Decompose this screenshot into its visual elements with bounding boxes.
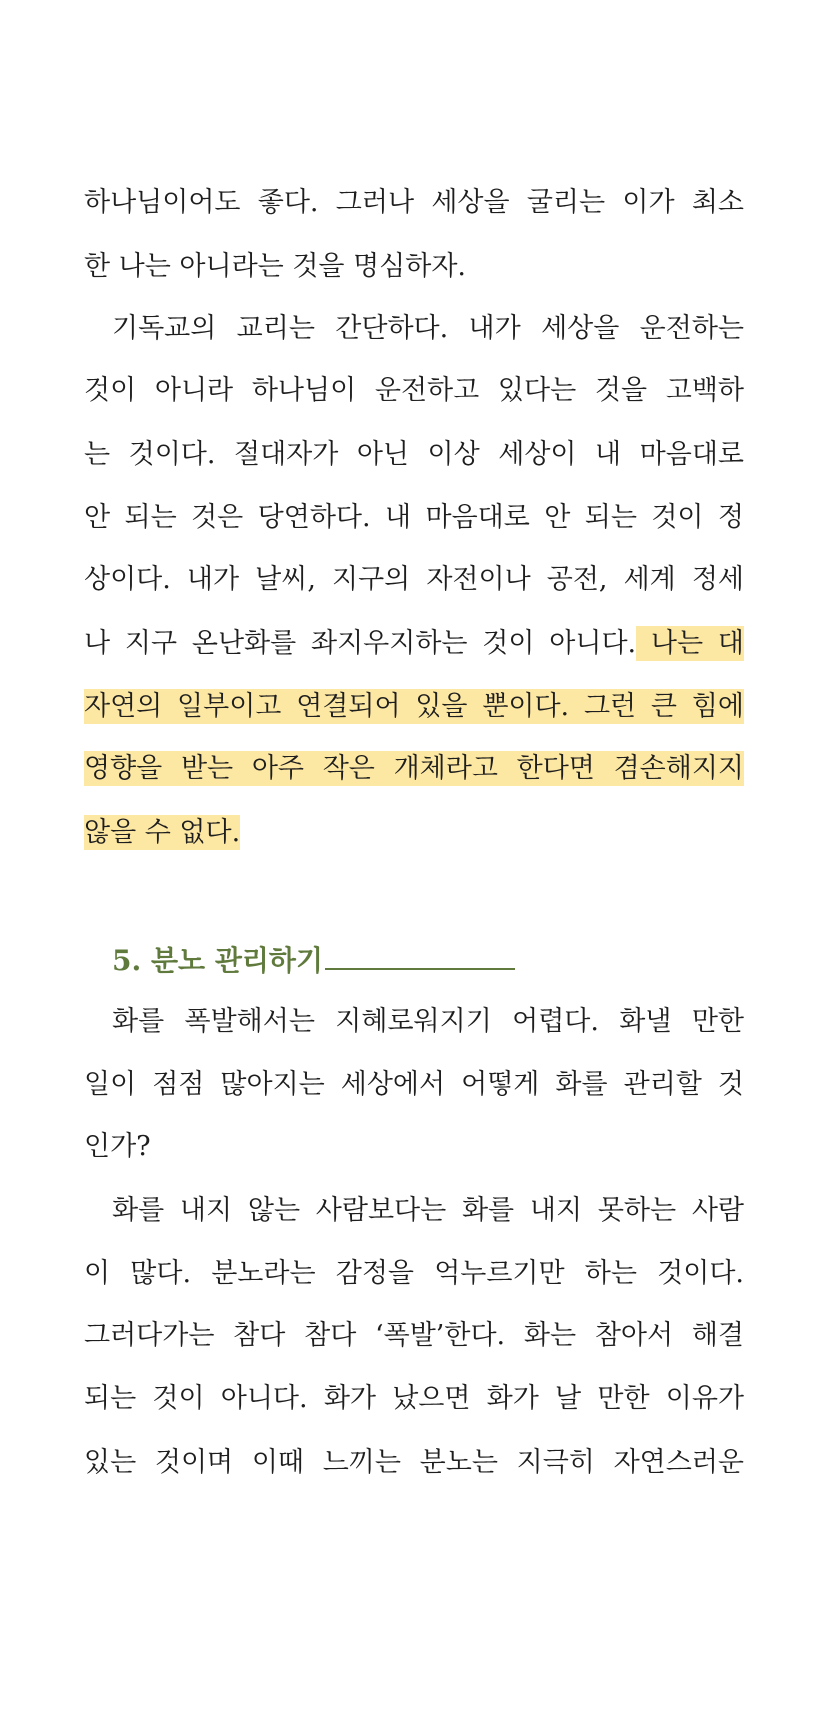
text-line: 일이 점점 많아지는 세상에서 어떻게 화를 관리할 것 [84,1069,744,1100]
text-line: 화를 내지 않는 사람보다는 화를 내지 못하는 사람 [112,1195,744,1226]
text-line: 이 많다. 분노라는 감정을 억누르기만 하는 것이다. [84,1258,744,1289]
section-heading [112,938,515,984]
text-line: 그러다가는 참다 참다 ‘폭발’한다. 화는 참아서 해결 [84,1320,744,1351]
text-line: 안 되는 것은 당연하다. 내 마음대로 안 되는 것이 정 [84,502,744,533]
highlighted-text[interactable]: 않을 수 없다. [84,817,241,848]
text-line: 되는 것이 아니다. 화가 났으면 화가 날 만한 이유가 [84,1383,744,1414]
heading-underline [325,938,515,970]
text-line: 있는 것이며 이때 느끼는 분노는 지극히 자연스러운 [84,1447,744,1478]
highlighted-text[interactable]: 나는 대 [636,628,744,659]
text-line [84,810,744,856]
text-line: 기독교의 교리는 간단하다. 내가 세상을 운전하는 [112,313,744,344]
text-line: 는 것이다. 절대자가 아닌 이상 세상이 내 마음대로 [84,439,744,470]
text-line [84,684,744,730]
text-segment: 나 지구 온난화를 좌지우지하는 것이 아니다. [84,628,637,659]
text-line [84,746,744,792]
highlighted-text[interactable]: 영향을 받는 아주 작은 개체라고 한다면 겸손해지지 [84,753,744,784]
text-line: 것이 아니라 하나님이 운전하고 있다는 것을 고백하 [84,375,744,406]
text-line: 상이다. 내가 날씨, 지구의 자전이나 공전, 세계 정세 [84,564,744,595]
text-line: 인가? [84,1131,151,1162]
section-heading-text: 5. 분노 관리하기 [112,944,324,977]
text-line [84,621,744,667]
highlighted-text[interactable]: 자연의 일부이고 연결되어 있을 뿐이다. 그런 큰 힘에 [84,691,744,722]
text-line: 화를 폭발해서는 지혜로워지기 어렵다. 화낼 만한 [112,1006,744,1037]
text-line: 한 나는 아니라는 것을 명심하자. [84,251,466,282]
text-line: 하나님이어도 좋다. 그러나 세상을 굴리는 이가 최소 [84,187,744,218]
